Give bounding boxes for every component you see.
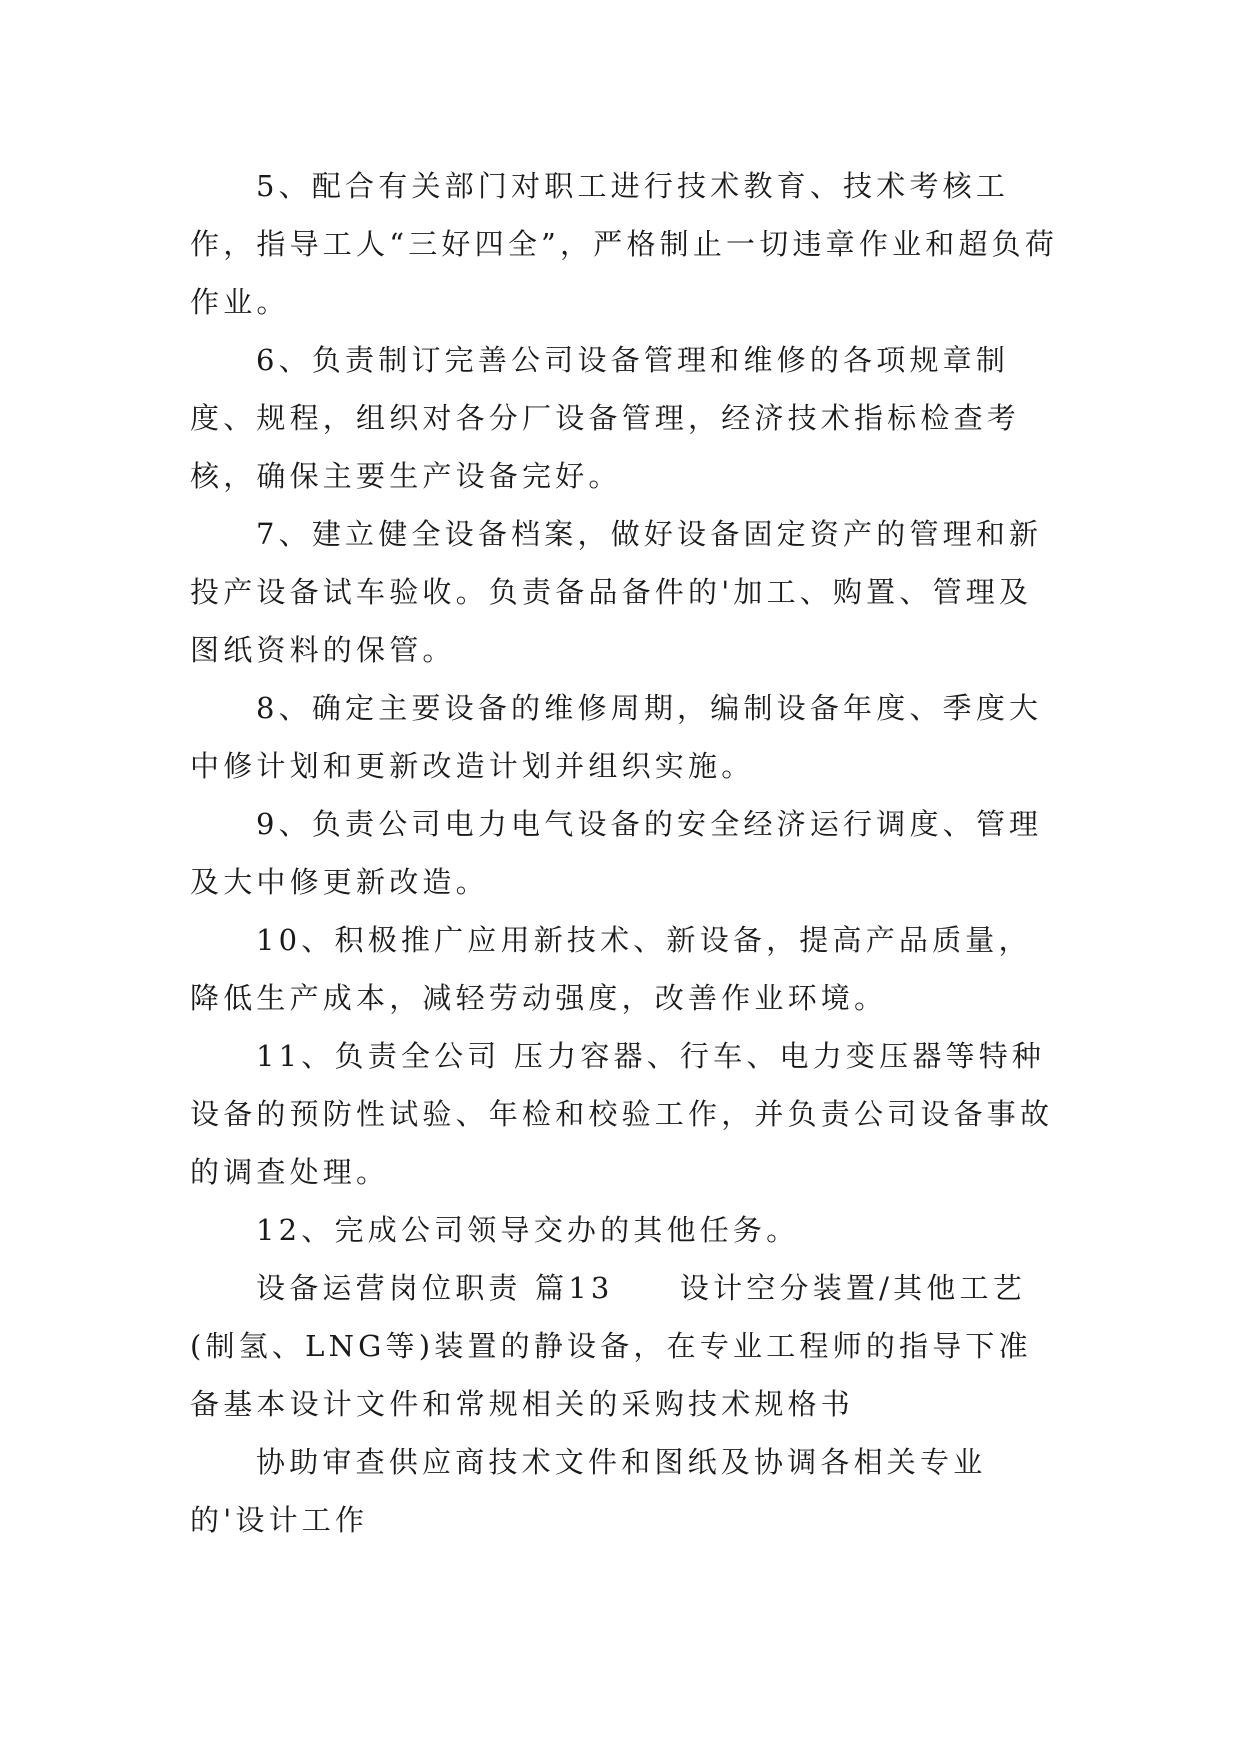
- paragraph-item-11: 11、负责全公司 压力容器、行车、电力变压器等特种设备的预防性试验、年检和校验工作，并负责公司设备事故的调查处理。: [190, 1039, 1054, 1189]
- paragraph-item-5: 5、配合有关部门对职工进行技术教育、技术考核工作，指导工人“三好四全”，严格制止一切违章作业和超负荷作业。: [190, 169, 1059, 319]
- paragraph-section-13-continued: 协助审查供应商技术文件和图纸及协调各相关专业的'设计工作: [190, 1445, 987, 1537]
- paragraph-item-8: 8、确定主要设备的维修周期，编制设备年度、季度大中修计划和更新改造计划并组织实施。: [190, 691, 1043, 783]
- paragraph-item-12: 12、完成公司领导交办的其他任务。: [256, 1213, 800, 1247]
- paragraph-section-13: 设备运营岗位职责 篇13 设计空分装置/其他工艺(制氢、LNG等)装置的静设备，在专业工程师的指导下准备基本设计文件和常规相关的采购技术规格书: [190, 1271, 1032, 1421]
- paragraph-item-9: 9、负责公司电力电气设备的安全经济运行调度、管理及大中修更新改造。: [190, 807, 1043, 899]
- document-body: [190, 157, 1060, 1549]
- paragraph-item-10: 10、积极推广应用新技术、新设备，提高产品质量，降低生产成本，减轻劳动强度，改善作业环境。: [190, 923, 1032, 1015]
- paragraph-item-7: 7、建立健全设备档案，做好设备固定资产的管理和新投产设备试车验收。负责备品备件的'加工、购置、管理及图纸资料的保管。: [190, 517, 1043, 667]
- paragraph-item-6: 6、负责制订完善公司设备管理和维修的各项规章制度、规程，组织对各分厂设备管理，经济技术指标检查考核，确保主要生产设备完好。: [190, 343, 1021, 493]
